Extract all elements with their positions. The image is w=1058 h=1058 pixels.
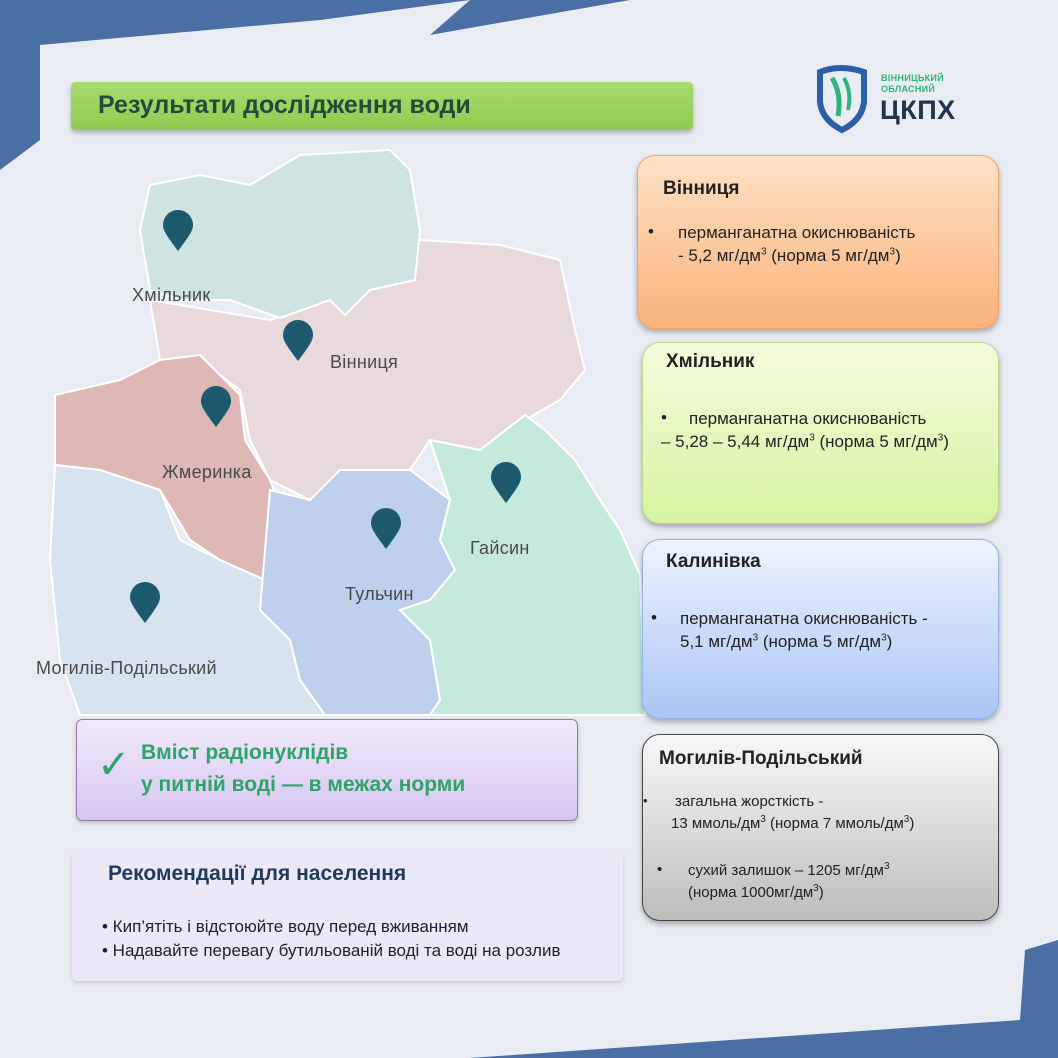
card-line: перманганатна окиснюваність: [689, 409, 927, 428]
bullet: •: [657, 861, 663, 878]
card-title: Могилів-Подільський: [659, 748, 863, 769]
map-label-vinnytsia: Вінниця: [330, 352, 399, 372]
map-pin-icon[interactable]: [129, 582, 161, 624]
recommendation-item: • Кип’ятіть і відстоюйте воду перед вживанням: [102, 917, 469, 936]
bullet: •: [651, 608, 657, 627]
logo-name: ЦКПХ: [880, 95, 956, 125]
card-line: перманганатна окиснюваність -: [680, 609, 928, 628]
map-pin-icon[interactable]: [282, 320, 314, 362]
map-label-mohyliv: Могилів-Подільський: [36, 658, 217, 678]
check-icon: ✓: [97, 743, 131, 787]
card-title: Хмільник: [666, 351, 755, 372]
map-label-tulchyn: Тульчин: [345, 584, 414, 604]
card-vinnytsia: [637, 155, 999, 329]
radionuclides-line1: Вміст радіонуклідів: [141, 741, 349, 764]
bullet: •: [661, 408, 667, 427]
map-label-zhmerynka: Жмеринка: [162, 462, 252, 482]
card-mohyliv-podilskyi: [642, 734, 999, 921]
radionuclides-line2: у питній воді — в межах норми: [141, 773, 466, 796]
logo-line2: ОБЛАСНИЙ: [881, 84, 936, 94]
card-title: Калинівка: [666, 551, 761, 572]
card-line: 5,1 $мг/дм^3$ (норма 5 $мг/дм^3$): [680, 632, 893, 651]
map-pin-icon[interactable]: [200, 386, 232, 428]
bullet: •: [643, 793, 648, 808]
card-line: сухий залишок – 1205 $мг/дм^3$: [688, 861, 890, 879]
recommendations-box: [72, 851, 623, 981]
map-pin-icon[interactable]: [370, 508, 402, 550]
card-title: Вінниця: [663, 178, 740, 199]
logo-line1: ВІННИЦЬКИЙ: [881, 73, 944, 83]
radionuclides-notice: [76, 719, 578, 821]
card-line: перманганатна окиснюваність: [678, 223, 916, 242]
card-line: загальна жорсткість -: [675, 793, 824, 810]
card-kalynivka: [642, 539, 999, 719]
card-line: (норма $1000мг/дм^3$): [688, 883, 824, 901]
card-line: - 5,2 $мг/дм^3$ (норма 5 $мг/дм^3$): [678, 246, 901, 265]
card-line: – 5,28 – 5,44 $мг/дм^3$ (норма 5 $мг/дм^3$): [661, 432, 949, 451]
map-pin-icon[interactable]: [162, 210, 194, 252]
card-line: 13 ммоль/$дм^3$ (норма 7 ммоль/$дм^3$): [671, 814, 915, 832]
bullet: •: [648, 222, 654, 241]
card-khmilnyk: [642, 342, 999, 524]
page-title: Результати дослідження води: [98, 91, 471, 119]
recommendations-title: Рекомендації для населення: [108, 862, 407, 885]
map-label-haisyn: Гайсин: [470, 538, 530, 558]
map-label-khmilnyk: Хмільник: [132, 285, 211, 305]
recommendation-item: • Надавайте перевагу бутильованій воді та воді на розлив: [102, 941, 561, 960]
map-pin-icon[interactable]: [490, 462, 522, 504]
